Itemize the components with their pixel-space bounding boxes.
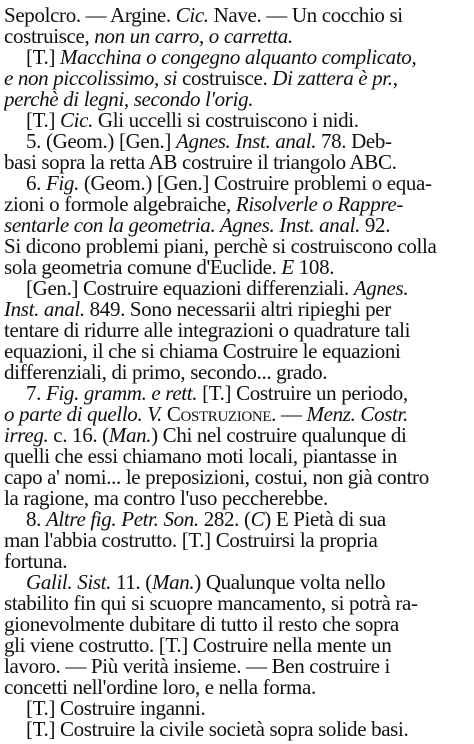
text-run: 6. [26,171,46,195]
text-run: equazioni, il che si chiama Costruire le equazioni [4,339,401,363]
small-caps-text: Costruzione [166,402,272,426]
italic-text: Altre fig. Petr. Son. [45,507,199,531]
text-run: Si dicono problemi piani, perchè si costruiscono colla [4,234,437,258]
italic-text: non un carro, o carretta. [94,24,293,48]
text-run: ) Chi nel costruire qualunque di [151,423,407,447]
text-run: 78. Deb- [316,129,392,153]
text-run: man l'abbia costrutto. [T.] Costruirsi la propria [4,528,378,552]
italic-text: Fig. gramm. e rett. [45,381,198,405]
text-run: 7. [26,381,46,405]
italic-text: Di zattera è pr., [272,66,398,90]
italic-text: Macchina o congegno alquanto complicato, [60,45,417,69]
text-run: 849. Sono necessarii altri ripieghi per [84,297,391,321]
italic-text: Cic. [175,3,209,27]
text-run: sola geometria comune d'Euclide. [4,255,282,279]
text-run: [Gen.] Costruire equazioni differenziali. [26,276,354,300]
text-run: [T.] Costruire inganni. [26,696,206,720]
italic-text: Galil. Sist. [26,570,112,594]
text-run: gli viene costrutto. [T.] Costruire nella mente un [4,633,392,657]
text-run: gionevolmente dubitare di tutto il resto che sopra [4,612,399,636]
italic-text: Agnes. Inst. anal. [175,129,317,153]
text-run: stabilito fin qui si scuopre mancamento, si potrà ra- [4,591,418,615]
text-run: [T.] [26,45,61,69]
text-run: 282. ( [198,507,251,531]
italic-text: sentarle con la geometria. Agnes. Inst. anal. [4,213,360,237]
text-run: fortuna. [4,549,68,573]
text-run: 5. (Geom.) [Gen.] [26,129,176,153]
italic-text: Inst. anal. [4,297,85,321]
text-run: concetti nell'ordine loro, e nella forma. [4,675,316,699]
italic-text: perchè di legni, secondo l'orig. [4,87,254,111]
italic-text: Fig. [45,171,79,195]
italic-text: irreg. [4,423,49,447]
italic-text: Cic. [60,108,94,132]
italic-text: Man. [108,423,152,447]
text-run: costruisce, [4,24,95,48]
text-run: basi sopra la retta AB costruire il triangolo ABC. [4,150,397,174]
italic-text: E [281,255,294,279]
text-run: 8. [26,507,46,531]
italic-text: Man. [151,570,195,594]
text-run: quelli che essi chiamano moti locali, piantasse in [4,444,398,468]
italic-text: o parte di quello. V. [4,402,162,426]
text-run: lavoro. — Più verità insieme. — Ben costruire i [4,654,390,678]
text-run: 11. ( [111,570,152,594]
text-run: Sepolcro. — Argine. [4,3,176,27]
text-run: (Geom.) [Gen.] Costruire problemi o equa- [78,171,432,195]
text-run: [T.] Costruire la civile società sopra solide basi. [26,717,409,741]
text-run: . — [271,402,307,426]
text-run: differenziali, di primo, secondo... grado. [4,360,328,384]
italic-text: e non piccolissimo, si [4,66,178,90]
text-run: [T.] [26,108,61,132]
dictionary-page [4,3,468,741]
text-run: capo a' nomi... le preposizioni, costui, non già contro [4,465,429,489]
text-run: Nave. — Un cocchio si [208,3,403,27]
italic-text: Risolverle o Rappre- [235,192,404,216]
text-run: c. 16. ( [48,423,109,447]
italic-text: Agnes. [353,276,409,300]
italic-text: C [250,507,265,531]
italic-text: Menz. Costr. [306,402,408,426]
text-run: 92. [360,213,391,237]
text-run: la ragione, ma contro l'uso peccherebbe. [4,486,328,510]
text-run: ) E Pietà di sua [264,507,386,531]
text-run: tentare di ridurre alle integrazioni o quadrature tali [4,318,411,342]
text-line [4,717,474,742]
text-run: [T.] Costruire un periodo, [197,381,408,405]
text-run: 108. [293,255,335,279]
text-run: zioni o formole algebraiche, [4,192,236,216]
text-run: Gli uccelli si costruiscono i nidi. [93,108,359,132]
text-run: costruisce. [177,66,273,90]
text-run: ) Qualunque volta nello [194,570,386,594]
